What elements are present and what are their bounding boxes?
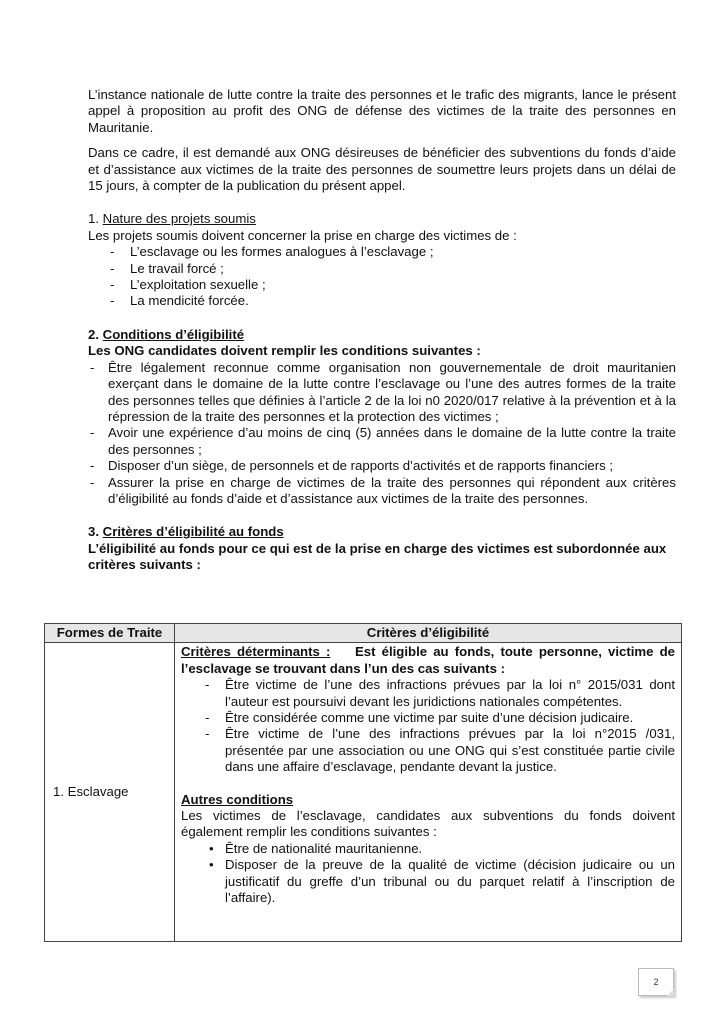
list-item: - L’esclavage ou les formes analogues à l’esclavage ;: [88, 244, 676, 260]
section-1-list: [88, 244, 676, 310]
list-item: - L’exploitation sexuelle ;: [88, 277, 676, 293]
other-conditions-title: Autres conditions: [181, 791, 294, 807]
table-header-row: [45, 624, 682, 643]
section-3-number: 3.: [88, 524, 103, 540]
list-item: - Être victime de l’une des infractions prévues par la loi n°2015 /031, présentée par une association ou une ONG qui s’est constituée partie civile dans une affaire d’esclavage, pendante devant la justice.: [181, 726, 675, 775]
eligibility-table: [44, 623, 682, 942]
criteria-lead-text: Est éligible au fonds, toute personne, victime de l’esclavage se trouvant dans l’un des cas suivants :: [181, 644, 676, 676]
section-2-heading: [88, 327, 676, 343]
section-1-title: Nature des projets soumis: [102, 211, 256, 227]
criteria-cell: [175, 643, 682, 941]
section-3-lead: L’éligibilité au fonds pour ce qui est de la prise en charge des victimes est subordonnée aux critères suivants :: [88, 540, 667, 573]
section-2-list: [88, 360, 676, 508]
section-2-lead: Les ONG candidates doivent remplir les conditions suivantes :: [88, 343, 481, 359]
section-3-title: Critères d’éligibilité au fonds: [102, 524, 284, 540]
section-1-number: 1.: [88, 211, 103, 227]
list-item: • Disposer de la preuve de la qualité de victime (décision judicaire ou un justificatif du greffe d’un tribunal ou du parquet relatif à l’inscription de l’affaire).: [181, 857, 675, 906]
document-body: [88, 87, 676, 574]
list-item: - La mendicité forcée.: [88, 293, 676, 309]
other-conditions-lead: Les victimes de l’esclavage, candidates aux subventions du fonds doivent également remplir les conditions suivantes :: [181, 808, 675, 840]
header-criteria: Critères d’éligibilité: [175, 624, 682, 643]
list-item: • Être de nationalité mauritanienne.: [181, 841, 675, 857]
section-1-heading: [88, 211, 676, 227]
section-2-number: 2.: [88, 326, 103, 342]
list-item: - Le travail forcé ;: [88, 261, 676, 277]
list-item: - Être considérée comme une victime par suite d’une décision judicaire.: [181, 710, 675, 726]
form-cell: 1. Esclavage: [45, 643, 175, 941]
section-2-title: Conditions d’éligibilité: [102, 326, 245, 342]
section-3-heading: [88, 524, 676, 540]
section-1-lead: Les projets soumis doivent concerner la prise en charge des victimes de :: [88, 227, 517, 243]
list-item: - Avoir une expérience d’au moins de cinq (5) années dans le domaine de la lutte contre la traite des personnes ;: [88, 425, 676, 458]
intro-paragraph-1: L’instance nationale de lutte contre la traite des personnes et le trafic des migrants, lance le présent appel à proposition au profit des ONG de défense des victimes de la traite des personnes en Mauritanie.: [88, 87, 676, 135]
criteria-lead: [181, 644, 675, 677]
intro-paragraph-2: Dans ce cadre, il est demandé aux ONG désireuses de bénéficier des subventions du fonds d’aide et d’assistance aux victimes de la traite des personnes de soumettre leurs projets dans un délai de 15 jours, à compter de la publication du présent appel.: [88, 145, 676, 194]
list-item: - Assurer la prise en charge de victimes de la traite des personnes qui répondent aux critères d’éligibilité au fonds d’aide et d’assistance aux victimes de la traite des personnes.: [88, 475, 676, 508]
list-item: - Être victime de l’une des infractions prévues par la loi n° 2015/031 dont l’auteur est poursuivi devant les juridictions nationales compétentes.: [181, 677, 675, 710]
list-item: - Disposer d’un siège, de personnels et de rapports d’activités et de rapports financiers ;: [88, 458, 676, 474]
other-conditions-list: [181, 841, 675, 907]
list-item: - Être légalement reconnue comme organisation non gouvernementale de droit mauritanien exerçant dans le domaine de la lutte contre l’esclavage ou l’une des autres formes de la traite des personnes telles que définies à l’article 2 de la loi n0 2020/017 relative à la prévention et à la répression de la traite des personnes et la protection des victimes ;: [88, 360, 676, 426]
criteria-title: Critères déterminants :: [181, 644, 331, 660]
criteria-list: [181, 677, 675, 775]
page-number: 2: [638, 968, 674, 996]
header-forms: Formes de Traite: [45, 624, 175, 643]
table-row: [45, 643, 682, 941]
